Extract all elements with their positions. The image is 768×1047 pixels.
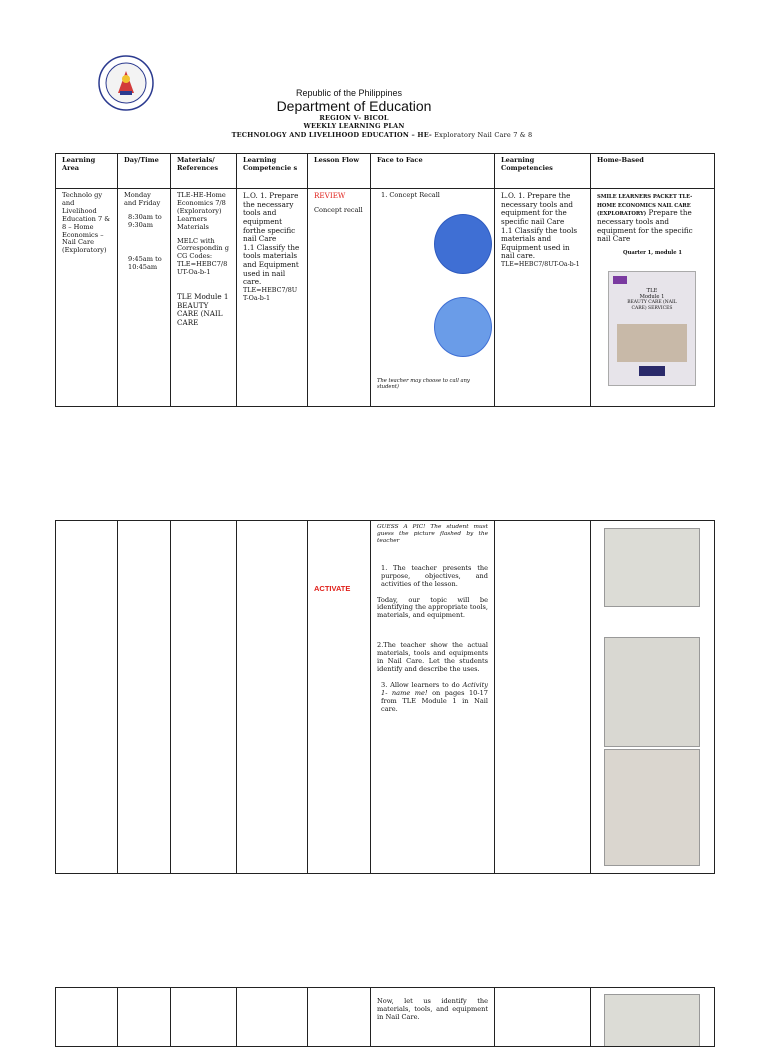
empty-cell <box>56 988 118 1047</box>
materials-text: TLE-HE-Home Economics 7/8 (Exploratory) Learners Materials <box>177 191 226 231</box>
lesson-flow-cell <box>308 521 371 874</box>
header-day-time: Day/Time <box>118 154 171 189</box>
blue-circle-light <box>434 297 492 357</box>
book-tle: TLE <box>646 288 658 294</box>
worksheet-photo-2 <box>604 637 700 747</box>
book-title: BEAUTY CARE (NAIL CARE) SERVICES <box>627 300 677 311</box>
subject-title: TECHNOLOGY AND LIVELIHOOD EDUCATION – HE- Exploratory Nail Care 7 & 8 <box>231 131 533 139</box>
worksheet-photo-4 <box>604 994 700 1047</box>
header-learning-competencies: Learning Competencie s <box>237 154 308 189</box>
step-3-text: 3. Allow learners to do Activity 1- name me! on pages 10-17 from TLE Module 1 in Nail care. <box>381 680 488 713</box>
melc-text: MELC with Correspondin g CG Codes: TLE=HEBC7/8 UT-Oa-b-1 <box>177 236 229 277</box>
table-row <box>56 521 715 874</box>
weekly-plan-table-2 <box>55 520 715 874</box>
department-title: Department of Education <box>276 98 432 114</box>
lc-lo: L.O. 1. Prepare the necessary tools and equipment for the specific nail Care <box>501 191 573 226</box>
flow-subtitle: Concept recall <box>314 205 363 214</box>
step-1-text: 1. The teacher presents the purpose, objectives, and activities of the lesson. <box>381 563 488 588</box>
day-text: Monday and Friday <box>124 191 161 207</box>
home-based-text: SMILE LEARNERS PACKET TLE-HOME ECONOMICS NAIL CARE (EXPLORATORY) Prepare the necessary tools and equipment for the specific nail Care <box>597 194 693 244</box>
ftf-item: 1. Concept Recall <box>381 191 440 199</box>
header-materials: Materials/ References <box>171 154 237 189</box>
empty-cell <box>237 988 308 1047</box>
day-time-cell <box>118 189 171 407</box>
flow-review: REVIEW <box>314 191 346 200</box>
empty-cell <box>308 988 371 1047</box>
lesson-flow-cell <box>308 189 371 407</box>
empty-cell <box>237 521 308 874</box>
home-based-cell <box>591 988 715 1047</box>
header-home-based: Home-Based <box>591 154 715 189</box>
competency-1-1: 1.1 Classify the tools materials and Equipment used in nail care. <box>243 242 300 287</box>
empty-cell <box>56 521 118 874</box>
header-face-to-face: Face to Face <box>371 154 495 189</box>
table-row <box>56 189 715 407</box>
guess-text: GUESS A PIC! The student must guess the picture flashed by the teacher <box>377 524 488 544</box>
face-to-face-cell <box>371 521 495 874</box>
plan-title: WEEKLY LEARNING PLAN <box>303 122 405 130</box>
home-based-cell <box>591 189 715 407</box>
today-text: Today, our topic will be identifying the appropriate tools, materials, and equipment. <box>377 595 488 620</box>
header-learning-area: Learning Area <box>56 154 118 189</box>
materials-cell <box>171 189 237 407</box>
worksheet-photo-3 <box>604 749 700 866</box>
time-slot-1: 8:30am to 9:30am <box>128 212 162 229</box>
republic-label: Republic of the Philippines <box>295 88 403 98</box>
ftf-note: The teacher may choose to call any student) <box>377 378 470 391</box>
lc-1-1: 1.1 Classify the tools materials and Equipment used in nail care. <box>501 225 578 261</box>
module-title: BEAUTY CARE (NAIL CARE <box>177 300 223 327</box>
blue-circle-dark <box>434 214 492 274</box>
face-to-face-cell <box>371 189 495 407</box>
table-header-row <box>56 154 715 189</box>
flow-activate: ACTIVATE <box>314 584 351 593</box>
step-2-text: 2.The teacher show the actual materials, tools and equipments in Nail Care. Let the students identify and describe the uses. <box>377 641 488 674</box>
weekly-plan-table-1 <box>55 153 715 407</box>
lc-code: TLE=HEBC7/8UT-Oa-b-1 <box>501 261 580 269</box>
book-logo <box>639 366 665 376</box>
book-module: Module 1 <box>639 294 665 301</box>
empty-cell <box>118 988 171 1047</box>
empty-cell <box>118 521 171 874</box>
weekly-plan-table-3 <box>55 987 715 1047</box>
quarter-label: Quarter 1, module 1 <box>623 249 682 256</box>
learning-area-cell: Technolo gy and Livelihood Education 7 & 8 – Home Economics – Nail Care (Exploratory) <box>56 189 118 407</box>
time-slot-2: 9:45am to 10:45am <box>128 254 162 271</box>
worksheet-photo-1 <box>604 528 700 607</box>
empty-cell <box>495 988 591 1047</box>
module-text: TLE Module 1 <box>177 292 229 302</box>
empty-cell <box>171 988 237 1047</box>
empty-cell <box>171 521 237 874</box>
table-row <box>56 988 715 1047</box>
home-based-cell <box>591 521 715 874</box>
competency-code: TLE=HEBC7/8U T-Oa-b-1 <box>243 286 298 302</box>
header-lesson-flow: Lesson Flow <box>308 154 371 189</box>
header-learning-competencies-2: Learning Competencies <box>495 154 591 189</box>
empty-cell <box>495 521 591 874</box>
book-badge <box>613 276 627 284</box>
region-label: REGION V- BICOL <box>319 114 389 122</box>
face-to-face-cell: Now, let us identify the materials, tools, and equipment in Nail Care. <box>371 988 495 1047</box>
competency-lo: L.O. 1. Prepare the necessary tools and equipment forthe specific nail Care <box>243 191 299 244</box>
book-cover-image <box>617 324 687 362</box>
module-book-photo <box>608 271 696 386</box>
learning-competencies-cell <box>495 189 591 407</box>
competencies-cell <box>237 189 308 407</box>
